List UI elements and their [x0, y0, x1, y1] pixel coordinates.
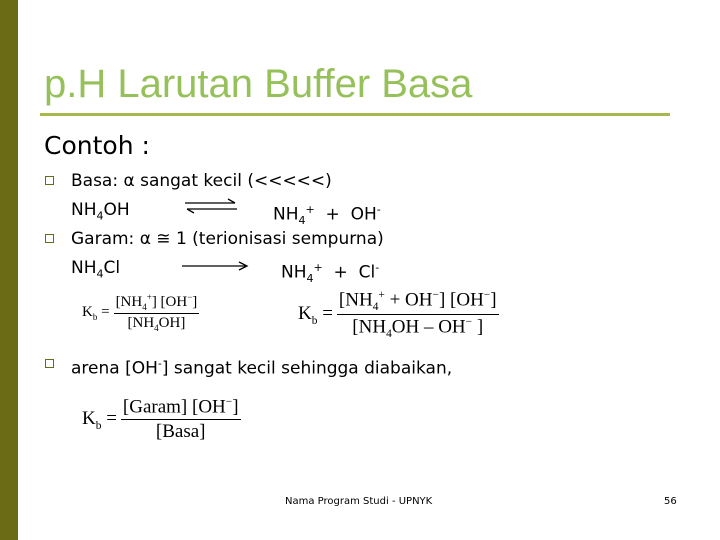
reactant-nh4oh: $NH_4OH$: [71, 200, 130, 223]
equilibrium-arrow-icon: [183, 198, 239, 214]
title-underline: [40, 113, 670, 116]
product-nh4-cl: $NH_4^+ + Cl^-$: [281, 261, 380, 286]
page-number: 56: [664, 496, 677, 507]
bullet-marker: [45, 359, 54, 368]
formula-kb-ionization: $K_b$ = $\frac{[NH_4^+] [OH^-]}{[NH_4OH]}$: [82, 292, 198, 333]
product-nh4-oh: $NH_4^+ + OH^-$: [273, 203, 381, 228]
bullet-basa: Basa: α sangat kecil (<<<<<): [71, 171, 332, 191]
right-arrow-icon: [180, 260, 250, 272]
slide-title: p.H Larutan Buffer Basa: [44, 62, 473, 106]
reactant-nh4cl: $NH_4Cl$: [71, 258, 121, 281]
slide-subtitle: Contoh :: [44, 131, 150, 160]
footer-text: Nama Program Studi - UPNYK: [285, 496, 433, 507]
left-accent-bar: [0, 0, 18, 540]
formula-kb-expanded: $K_b$ = $\frac{[NH_4^+ + OH^-] [OH^-]}{[NH_4OH - OH^- ]}$: [298, 289, 497, 341]
bullet-garam: Garam: α ≅ 1 (terionisasi sempurna): [71, 229, 384, 249]
formula-kb-simplified: $K_b$ = $\frac{[Garam] [OH^-]}{\text{[Basa]}}$: [82, 396, 239, 443]
bullet-arena: arena [OH-] sangat kecil sehingga diabaikan,: [71, 357, 453, 379]
bullet-marker: [45, 176, 54, 185]
bullet-marker: [45, 234, 54, 243]
